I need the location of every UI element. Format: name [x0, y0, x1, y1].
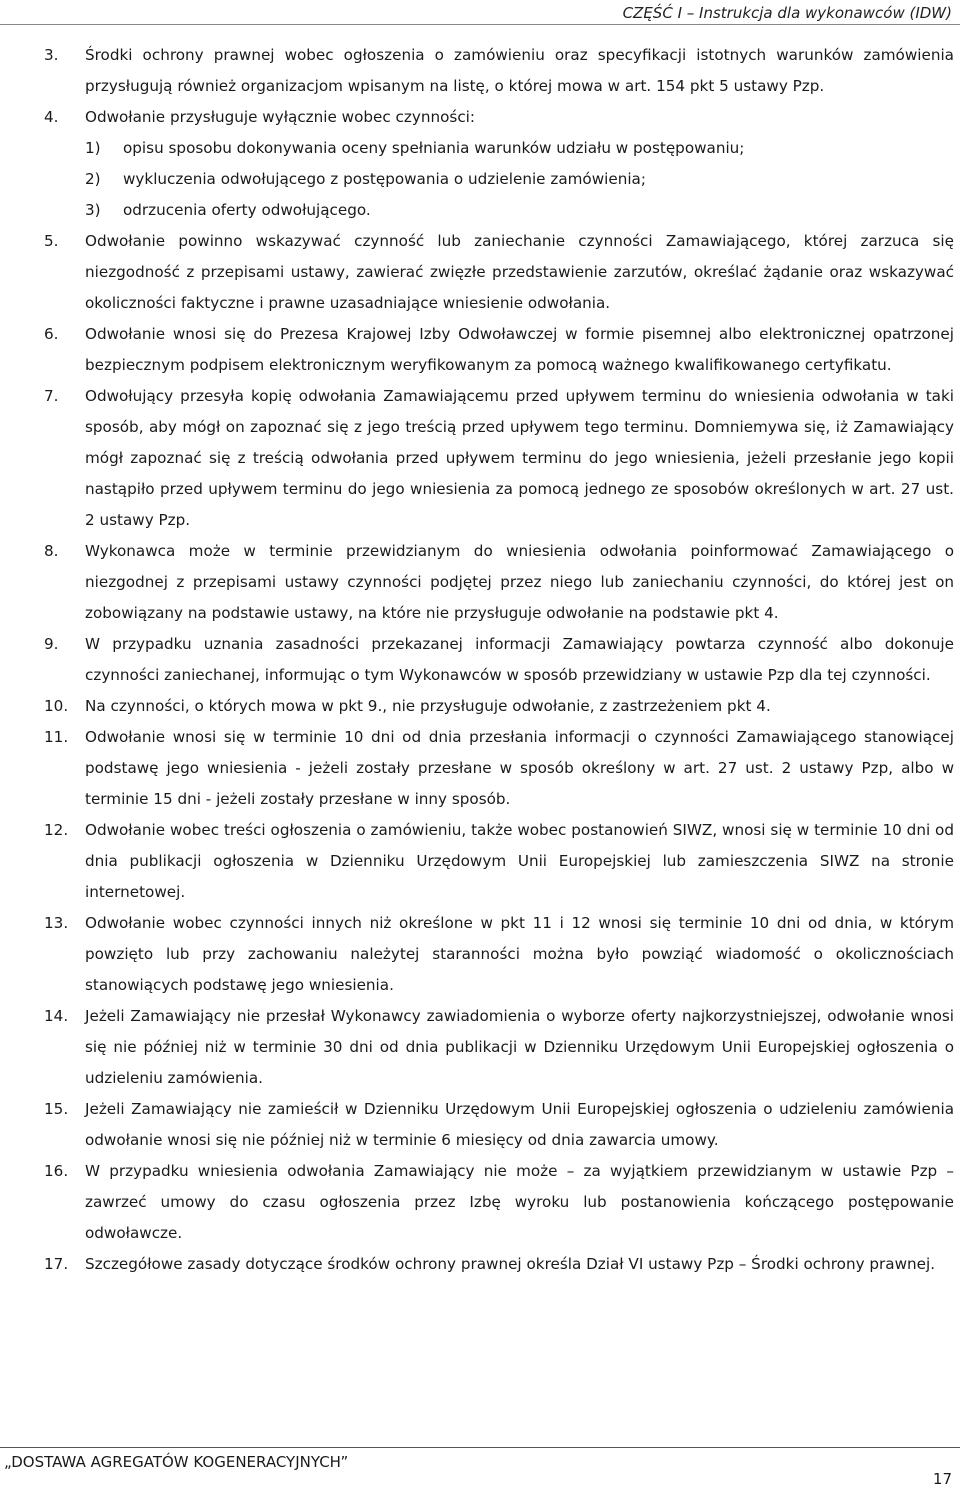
- item-text: Wykonawca może w terminie przewidzianym do wniesienia odwołania poinformować Zamawiającego o niezgodnej z przepisami ustawy czynności podjętej przez niego lub zaniechaniu czynności, do której jest on zobowiązany na podstawie ustawy, na które nie przysługuje odwołanie na podstawie pkt 4.: [85, 542, 954, 622]
- sub-item-text: opisu sposobu dokonywania oceny spełniania warunków udziału w postępowaniu;: [123, 139, 745, 157]
- item-number: 3.: [44, 46, 59, 64]
- list-item: [44, 1094, 954, 1156]
- item-number: 4.: [44, 108, 59, 126]
- item-number: 12.: [44, 821, 69, 839]
- list-item: [44, 381, 954, 536]
- item-number: 9.: [44, 635, 59, 653]
- item-text: Odwołanie wnosi się w terminie 10 dni od dnia przesłania informacji o czynności Zamawiającego stanowiącej podstawę jego wniesienia - jeżeli zostały przesłane w sposób określony w art. 27 ust. 2 ustawy Pzp, albo w terminie 15 dni - jeżeli zostały przesłane w inny sposób.: [85, 728, 954, 808]
- item-number: 13.: [44, 914, 69, 932]
- item-text: Odwołanie wobec czynności innych niż określone w pkt 11 i 12 wnosi się terminie 10 dni od dnia, w którym powzięto lub przy zachowaniu należytej staranności można było powziąć wiadomość o okolicznościach stanowiących podstawę jego wniesienia.: [85, 914, 954, 994]
- item-text: Odwołanie przysługuje wyłącznie wobec czynności:: [85, 108, 476, 126]
- item-text: Jeżeli Zamawiający nie przesłał Wykonawcy zawiadomienia o wyborze oferty najkorzystniejszej, odwołanie wnosi się nie później niż w terminie 30 dni od dnia publikacji w Dzienniku Urzędowym Unii Europejskiej ogłoszenia o udzieleniu zamówienia.: [85, 1007, 954, 1087]
- list-item: [44, 536, 954, 629]
- document-body: [44, 40, 954, 1280]
- list-item: [44, 102, 954, 226]
- item-text: Szczegółowe zasady dotyczące środków ochrony prawnej określa Dział VI ustawy Pzp – Środki ochrony prawnej.: [85, 1255, 936, 1273]
- list-item: [44, 908, 954, 1001]
- item-text: Na czynności, o których mowa w pkt 9., nie przysługuje odwołanie, z zastrzeżeniem pkt 4.: [85, 697, 771, 715]
- item-text: W przypadku uznania zasadności przekazanej informacji Zamawiający powtarza czynność albo dokonuje czynności zaniechanej, informując o tym Wykonawców w sposób przewidziany w ustawie Pzp dla tej czynności.: [85, 635, 954, 684]
- header-divider: [0, 24, 960, 25]
- list-item: [44, 722, 954, 815]
- sub-item-text: odrzucenia oferty odwołującego.: [123, 201, 371, 219]
- item-number: 10.: [44, 697, 69, 715]
- sub-item: [85, 195, 954, 226]
- sub-item: [85, 164, 954, 195]
- list-item: [44, 1156, 954, 1249]
- item-text: Odwołanie wnosi się do Prezesa Krajowej Izby Odwoławczej w formie pisemnej albo elektronicznej opatrzonej bezpiecznym podpisem elektronicznym weryfikowanym za pomocą ważnego kwalifikowanego certyfikatu.: [85, 325, 954, 374]
- item-number: 8.: [44, 542, 59, 560]
- sub-item: [85, 133, 954, 164]
- list-item: [44, 691, 954, 722]
- item-number: 5.: [44, 232, 59, 250]
- item-text: Jeżeli Zamawiający nie zamieścił w Dzienniku Urzędowym Unii Europejskiej ogłoszenia o udzieleniu zamówienia odwołanie wnosi się nie później niż w terminie 6 miesięcy od dnia zawarcia umowy.: [85, 1100, 954, 1149]
- item-text: W przypadku wniesienia odwołania Zamawiający nie może – za wyjątkiem przewidzianym w ustawie Pzp – zawrzeć umowy do czasu ogłoszenia przez Izbę wyroku lub postanowienia kończącego postępowanie odwoławcze.: [85, 1162, 954, 1242]
- footer-divider: [0, 1447, 960, 1448]
- item-number: 16.: [44, 1162, 69, 1180]
- list-item: [44, 1001, 954, 1094]
- item-number: 17.: [44, 1255, 69, 1273]
- page-number: 17: [932, 1470, 952, 1488]
- list-item: [44, 629, 954, 691]
- item-text: Odwołujący przesyła kopię odwołania Zamawiającemu przed upływem terminu do wniesienia odwołania w taki sposób, aby mógł on zapoznać się z jego treścią przed upływem tego terminu. Domniemywa się, iż Zamawiający mógł zapoznać się z treścią odwołania przed upływem terminu do jego wniesienia, jeżeli przesłanie jego kopii nastąpiło przed upływem terminu do jego wniesienia za pomocą jednego ze sposobów określonych w art. 27 ust. 2 ustawy Pzp.: [85, 387, 954, 529]
- sub-item-number: 3): [85, 201, 101, 219]
- item-number: 7.: [44, 387, 59, 405]
- list-item: [44, 319, 954, 381]
- page-header: CZĘŚĆ I – Instrukcja dla wykonawców (IDW): [622, 4, 952, 22]
- item-number: 11.: [44, 728, 69, 746]
- list-item: [44, 226, 954, 319]
- list-item: [44, 815, 954, 908]
- item-number: 6.: [44, 325, 59, 343]
- item-text: Odwołanie powinno wskazywać czynność lub zaniechanie czynności Zamawiającego, której zarzuca się niezgodność z przepisami ustawy, zawierać zwięzłe przedstawienie zarzutów, określać żądanie oraz wskazywać okoliczności faktyczne i prawne uzasadniające wniesienie odwołania.: [85, 232, 954, 312]
- sub-item-number: 2): [85, 170, 101, 188]
- item-body: [85, 102, 954, 226]
- list-item: [44, 40, 954, 102]
- sub-item-number: 1): [85, 139, 101, 157]
- list-item: [44, 1249, 954, 1280]
- item-number: 15.: [44, 1100, 69, 1118]
- footer-title: „DOSTAWA AGREGATÓW KOGENERACYJNYCH”: [4, 1453, 349, 1471]
- sub-item-text: wykluczenia odwołującego z postępowania o udzielenie zamówienia;: [123, 170, 646, 188]
- item-number: 14.: [44, 1007, 69, 1025]
- item-text: Odwołanie wobec treści ogłoszenia o zamówieniu, także wobec postanowień SIWZ, wnosi się w terminie 10 dni od dnia publikacji ogłoszenia w Dzienniku Urzędowym Unii Europejskiej lub zamieszczenia SIWZ na stronie internetowej.: [85, 821, 954, 901]
- item-text: Środki ochrony prawnej wobec ogłoszenia o zamówieniu oraz specyfikacji istotnych warunków zamówienia przysługują również organizacjom wpisanym na listę, o której mowa w art. 154 pkt 5 ustawy Pzp.: [85, 46, 954, 95]
